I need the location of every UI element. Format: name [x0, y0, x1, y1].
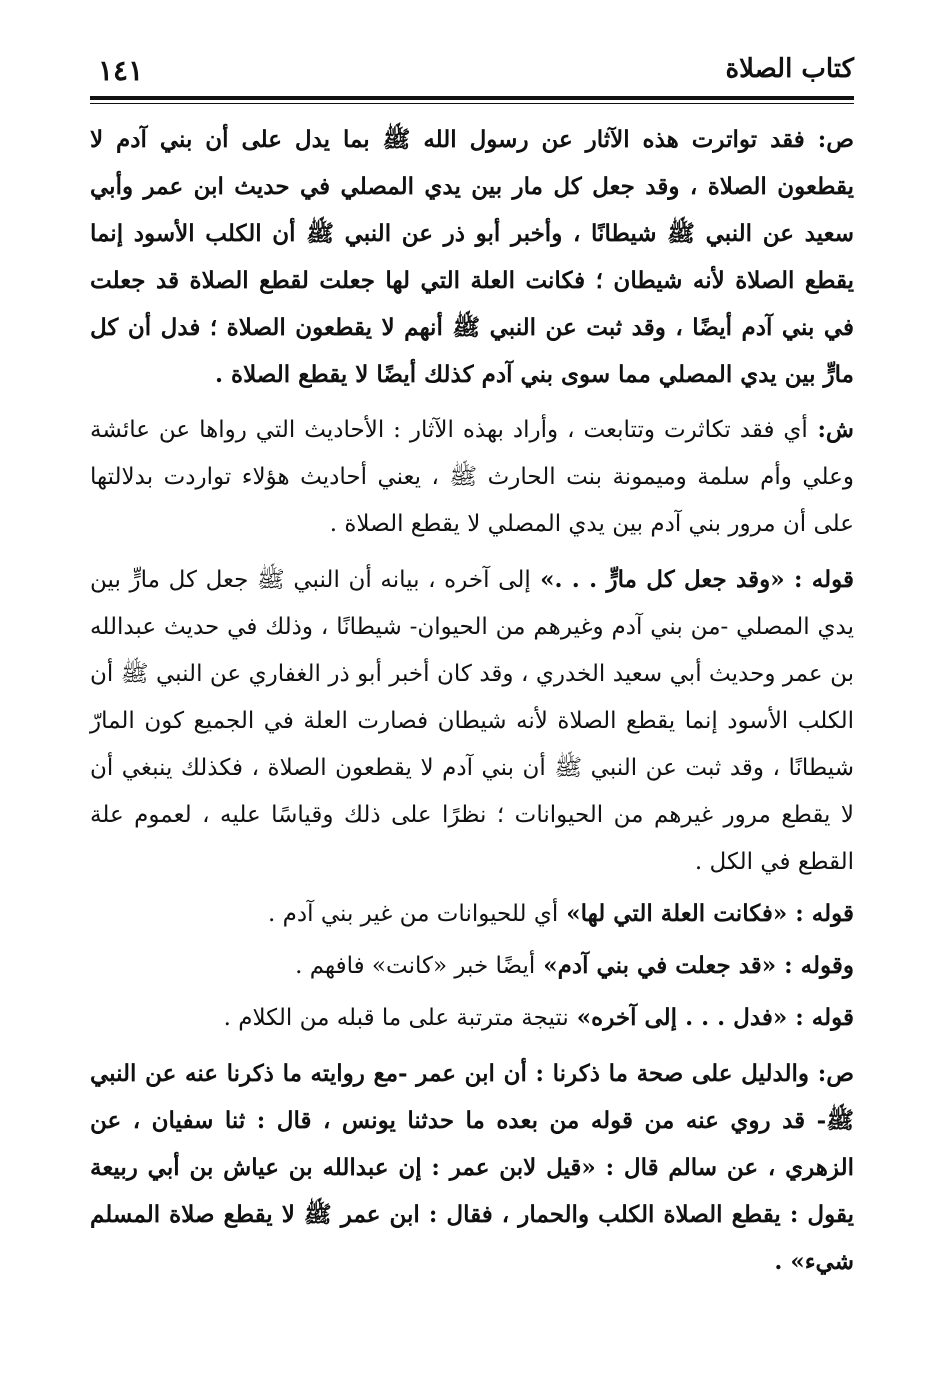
paragraph-lead: ص: [809, 1060, 854, 1087]
paragraph-qawluh-4 [90, 994, 854, 1042]
header-rule-thick [90, 96, 854, 100]
paragraph-qawluh-1 [90, 556, 854, 886]
paragraph-text: أيضًا خبر «كانت» فافهم . [295, 953, 536, 979]
paragraph-lead: قوله : «فكانت العلة التي لها» [558, 900, 854, 927]
paragraph-text: أي للحيوانات من غير بني آدم . [268, 901, 559, 927]
paragraph-sharh-1 [90, 406, 854, 548]
paragraph-text: نتيجة مترتبة على ما قبله من الكلام . [223, 1005, 569, 1031]
paragraph-qawluh-3 [90, 942, 854, 990]
paragraph-qawluh-2 [90, 890, 854, 938]
paragraph-lead: قوله : «وقد جعل كل مارٍّ . . .» [530, 566, 854, 593]
paragraph-lead: ش: [807, 416, 855, 443]
paragraph-sad-2 [90, 1050, 854, 1285]
paragraph-sad-1 [90, 116, 854, 398]
paragraph-lead: ص: [804, 126, 854, 153]
paragraph-lead: وقوله : «قد جعلت في بني آدم» [535, 952, 854, 979]
page-number: ١٤١ [98, 54, 144, 87]
page-body [90, 116, 854, 1285]
book-title: كتاب الصلاة [725, 54, 854, 84]
book-page [90, 40, 854, 1352]
paragraph-text: أي فقد تكاثرت وتتابعت ، وأراد بهذه الآثار : الأحاديث التي رواها عن عائشة وعلي وأم سلمة وميمونة بنت الحارث ﷺ ، يعني أحاديث هؤلاء تواردت بدلالتها على أن مرور بني آدم بين يدي المصلي لا يقطع الصلاة . [90, 417, 854, 537]
paragraph-text: والدليل على صحة ما ذكرنا : أن ابن عمر -مع روايته ما ذكرنا عنه عن النبي ﷺ- قد روي عنه من قوله من بعده ما حدثنا يونس ، قال : ثنا سفيان ، عن الزهري ، عن سالم قال : «قيل لابن عمر : إن عبدالله بن عياش بن أبي ربيعة يقول : يقطع الصلاة الكلب والحمار ، فقال : ابن عمر ﷺ لا يقطع صلاة المسلم شيء» . [90, 1060, 854, 1275]
page-header [90, 40, 854, 96]
header-rule-thin [90, 103, 854, 104]
paragraph-text: إلى آخره ، بيانه أن النبي ﷺ جعل كل مارٍّ بين يدي المصلي -من بني آدم وغيرهم من الحيوان- شيطانًا ، وذلك في حديث عبدالله بن عمر وحديث أبي سعيد الخدري ، وقد كان أخبر أبو ذر الغفاري عن النبي ﷺ أن الكلب الأسود إنما يقطع الصلاة لأنه شيطان فصارت العلة في الجميع كون المارّ شيطانًا ، وقد ثبت عن النبي ﷺ أن بني آدم لا يقطعون الصلاة ، فكذلك ينبغي أن لا يقطع مرور غيرهم من الحيوانات ؛ نظرًا على ذلك وقياسًا عليه ، لعموم علة القطع في الكل . [90, 567, 854, 875]
paragraph-text: فقد تواترت هذه الآثار عن رسول الله ﷺ بما يدل على أن بني آدم لا يقطعون الصلاة ، وقد جعل كل مار بين يدي المصلي في حديث ابن عمر وأبي سعيد عن النبي ﷺ شيطانًا ، وأخبر أبو ذر عن النبي ﷺ أن الكلب الأسود إنما يقطع الصلاة لأنه شيطان ؛ فكانت العلة التي لها جعلت لقطع الصلاة قد جعلت في بني آدم أيضًا ، وقد ثبت عن النبي ﷺ أنهم لا يقطعون الصلاة ؛ فدل أن كل مارٍّ بين يدي المصلي مما سوى بني آدم كذلك أيضًا لا يقطع الصلاة . [90, 126, 854, 388]
paragraph-lead: قوله : «فدل . . . إلى آخره» [568, 1004, 854, 1031]
